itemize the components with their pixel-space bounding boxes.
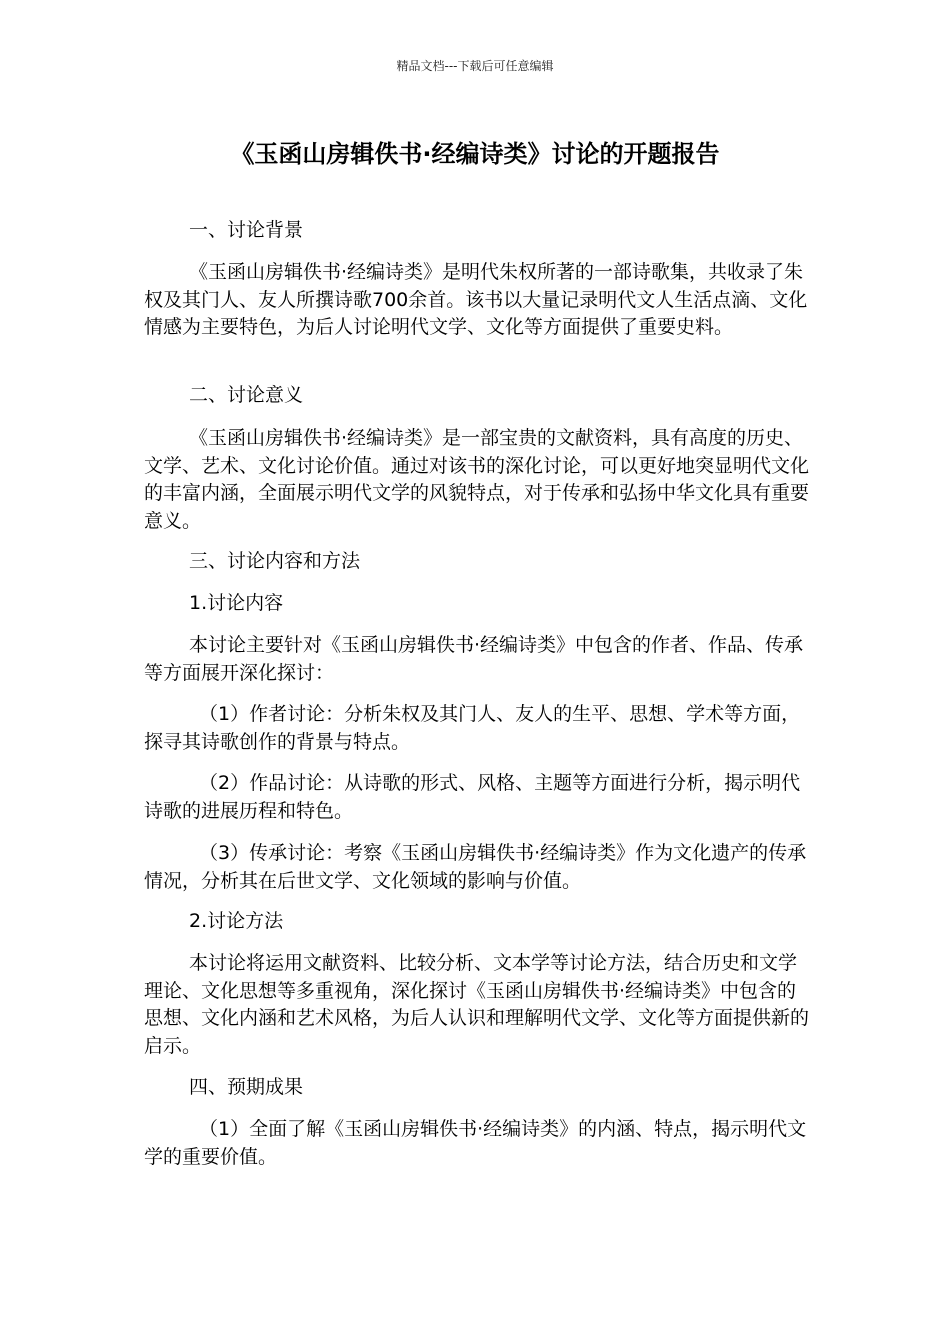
section-2-heading: 二、讨论意义 [189,384,304,406]
section-4-item-1: （1）全面了解《玉函山房辑佚书·经编诗类》的内涵、特点，揭示明代文学的重要价值。 [144,1118,807,1168]
section-3-subheading-method: 2.讨论方法 [189,910,284,932]
header-note: 精品文档---下载后可任意编辑 [396,59,554,73]
section-3-item-author: （1）作者讨论：分析朱权及其门人、友人的生平、思想、学术等方面，探寻其诗歌创作的背景与特点。 [144,703,801,753]
section-4-heading: 四、预期成果 [189,1076,304,1098]
section-3-subheading-content: 1.讨论内容 [189,592,284,614]
section-3-method-paragraph: 本讨论将运用文献资料、比较分析、文本学等讨论方法，结合历史和文学理论、文化思想等多重视角，深化探讨《玉函山房辑佚书·经编诗类》中包含的思想、文化内涵和艺术风格，为后人认识和理解明代文学、文化等方面提供新的启示。 [144,952,810,1057]
section-3-item-inheritance: （3）传承讨论：考察《玉函山房辑佚书·经编诗类》作为文化遗产的传承情况，分析其在后世文学、文化领域的影响与价值。 [144,842,807,892]
section-3-heading: 三、讨论内容和方法 [189,550,361,572]
section-3-item-works: （2）作品讨论：从诗歌的形式、风格、主题等方面进行分析，揭示明代诗歌的进展历程和特色。 [144,772,801,822]
section-1-heading: 一、讨论背景 [189,219,304,241]
section-2-paragraph: 《玉函山房辑佚书·经编诗类》是一部宝贵的文献资料，具有高度的历史、文学、艺术、文化讨论价值。通过对该书的深化讨论，可以更好地突显明代文化的丰富内涵，全面展示明代文学的风貌特点，对于传承和弘扬中华文化具有重要意义。 [144,427,810,532]
section-1-paragraph: 《玉函山房辑佚书·经编诗类》是明代朱权所著的一部诗歌集，共收录了朱权及其门人、友人所撰诗歌700余首。该书以大量记录明代文人生活点滴、文化情感为主要特色，为后人讨论明代文学、文化等方面提供了重要史料。 [144,261,808,338]
document-title: 《玉函山房辑佚书·经编诗类》讨论的开题报告 [230,140,720,168]
section-3-content-paragraph: 本讨论主要针对《玉函山房辑佚书·经编诗类》中包含的作者、作品、传承等方面展开深化探讨： [144,634,804,684]
